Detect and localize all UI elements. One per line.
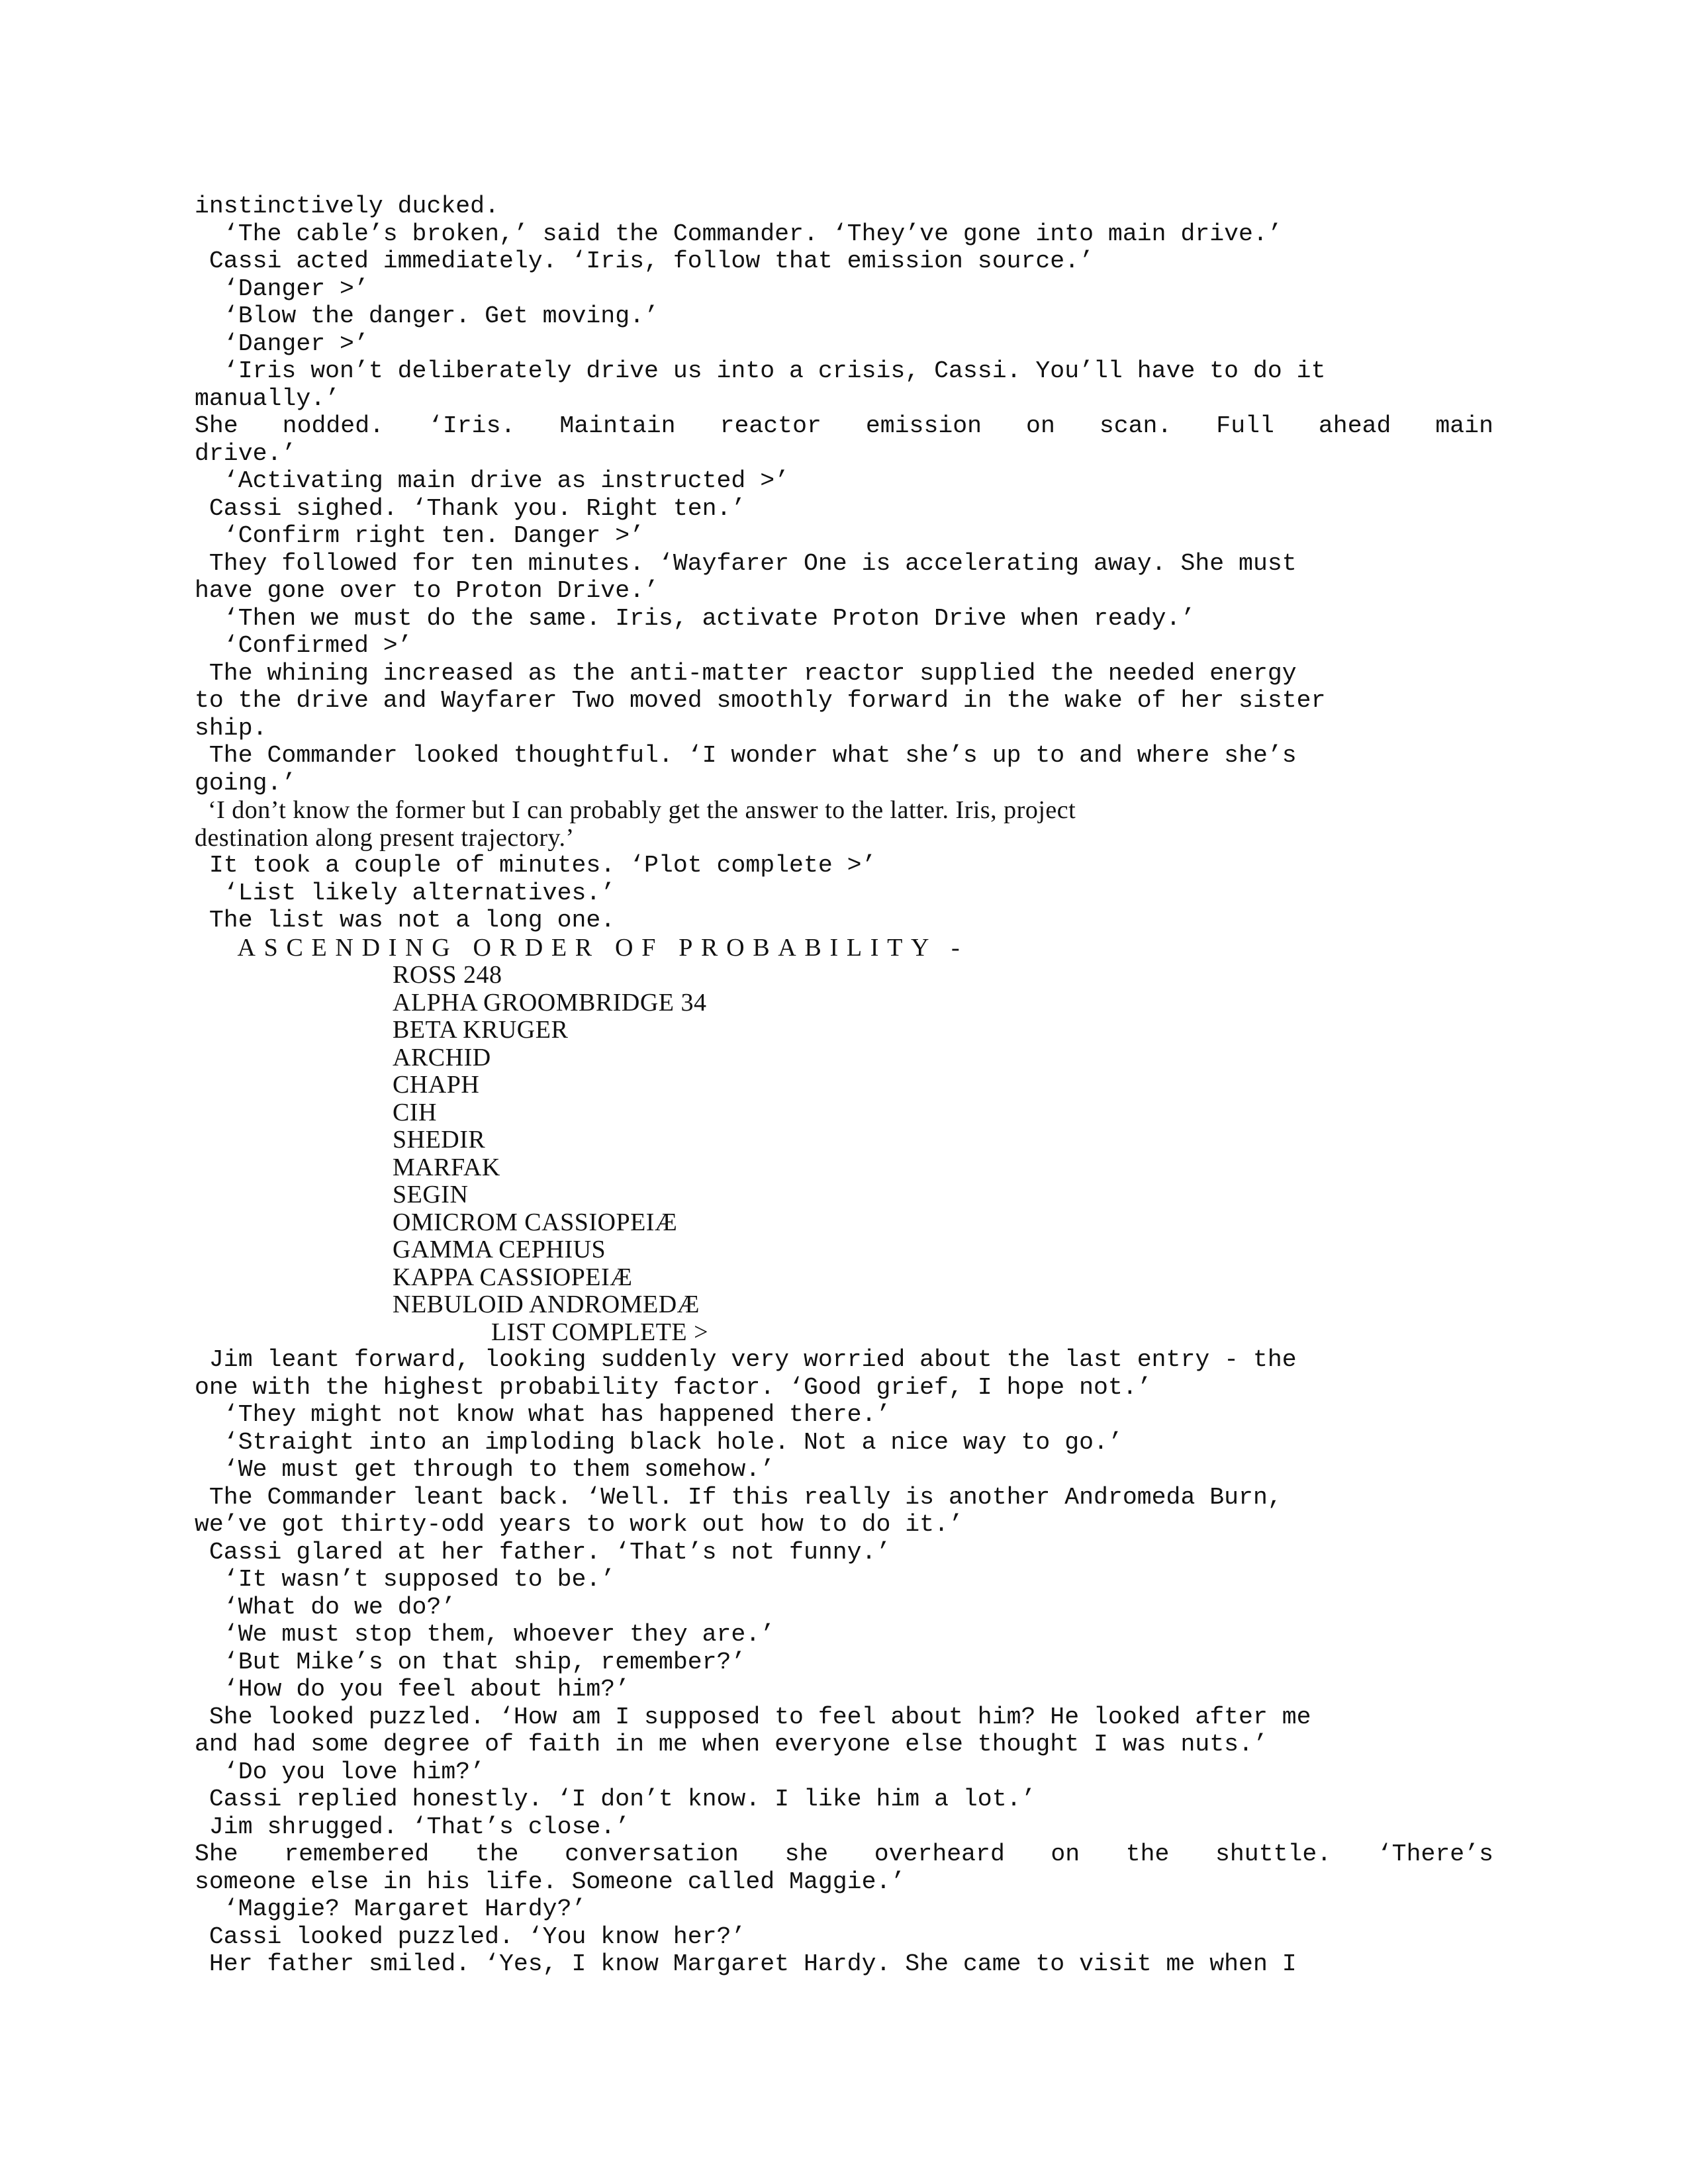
- text-line: ‘Then we must do the same. Iris, activate Proton Drive when ready.’: [195, 604, 1196, 632]
- text-line: instinctively ducked.: [195, 193, 499, 220]
- list-footer: LIST COMPLETE >: [491, 1318, 709, 1346]
- text-line: going.’: [195, 769, 297, 797]
- text-line: ‘How do you feel about him?’: [195, 1676, 630, 1703]
- text-line: ‘We must stop them, whoever they are.’: [195, 1621, 775, 1648]
- text-line: ‘Maggie? Margaret Hardy?’: [195, 1895, 586, 1923]
- text-line: Her father smiled. ‘Yes, I know Margaret Hardy. She came to visit me when I: [195, 1950, 1297, 1978]
- text-line: ship.: [195, 714, 267, 742]
- text-line: ‘They might not know what has happened there.’: [195, 1401, 891, 1428]
- text-line: Jim shrugged. ‘That’s close.’: [195, 1813, 630, 1841]
- text-line: ‘It wasn’t supposed to be.’: [195, 1566, 616, 1593]
- page-text: [195, 193, 1493, 1978]
- list-item: CHAPH: [393, 1071, 480, 1099]
- text-line: Cassi replied honestly. ‘I don’t know. I like him a lot.’: [195, 1786, 1036, 1813]
- list-item: SEGIN: [393, 1181, 469, 1208]
- text-line: It took a couple of minutes. ‘Plot complete >’: [195, 852, 876, 879]
- list-item: BETA KRUGER: [393, 1016, 569, 1044]
- text-line: ‘Do you love him?’: [195, 1758, 485, 1786]
- text-line: drive.’: [195, 439, 297, 467]
- text-line: Cassi acted immediately. ‘Iris, follow that emission source.’: [195, 248, 1094, 275]
- text-line: The list was not a long one.: [195, 907, 616, 934]
- text-line: ‘Danger >’: [195, 275, 369, 302]
- text-line: ‘But Mike’s on that ship, remember?’: [195, 1648, 746, 1676]
- list-item: NEBULOID ANDROMEDÆ: [393, 1291, 700, 1318]
- text-line: Jim leant forward, looking suddenly very worried about the last entry - the: [195, 1346, 1297, 1373]
- text-line: ‘List likely alternatives.’: [195, 879, 616, 907]
- list-item: ARCHID: [393, 1043, 491, 1071]
- text-line: ‘What do we do?’: [195, 1593, 456, 1621]
- text-line: to the drive and Wayfarer Two moved smoothly forward in the wake of her sister: [195, 687, 1326, 714]
- list-heading: ASCENDING ORDER OF PROBABILITY -: [195, 933, 968, 962]
- list-item: KAPPA CASSIOPEIÆ: [393, 1263, 633, 1291]
- text-line: have gone over to Proton Drive.’: [195, 577, 659, 604]
- text-line: She looked puzzled. ‘How am I supposed to feel about him? He looked after me: [195, 1703, 1311, 1731]
- text-line: ‘Blow the danger. Get moving.’: [195, 302, 659, 330]
- text-line: ‘Confirmed >’: [195, 632, 412, 659]
- list-item: ALPHA GROOMBRIDGE 34: [393, 988, 707, 1017]
- text-line: Cassi sighed. ‘Thank you. Right ten.’: [195, 494, 746, 522]
- text-line-justified: She remembered the conversation she overheard on the shuttle. ‘There’s: [195, 1841, 1493, 1868]
- text-line: ‘Danger >’: [195, 330, 369, 357]
- text-line-serif: destination along present trajectory.’: [195, 823, 575, 852]
- text-line: ‘We must get through to them somehow.’: [195, 1456, 775, 1483]
- text-line: Cassi looked puzzled. ‘You know her?’: [195, 1923, 746, 1950]
- text-line: ‘Straight into an imploding black hole. Not a nice way to go.’: [195, 1428, 1123, 1456]
- text-line: ‘Iris won’t deliberately drive us into a crisis, Cassi. You’ll have to do it: [195, 357, 1326, 385]
- text-line: we’ve got thirty-odd years to work out how to do it.’: [195, 1511, 963, 1538]
- text-line: The Commander looked thoughtful. ‘I wonder what she’s up to and where she’s: [195, 742, 1297, 769]
- text-line: ‘Activating main drive as instructed >’: [195, 467, 790, 494]
- text-line: The whining increased as the anti-matter reactor supplied the needed energy: [195, 659, 1297, 687]
- list-item: ROSS 248: [393, 961, 502, 989]
- text-line: manually.’: [195, 385, 340, 412]
- list-item: SHEDIR: [393, 1126, 486, 1154]
- list-item: GAMMA CEPHIUS: [393, 1236, 606, 1263]
- text-line-justified: She nodded. ‘Iris. Maintain reactor emission on scan. Full ahead main: [195, 412, 1493, 439]
- text-line: one with the highest probability factor. ‘Good grief, I hope not.’: [195, 1373, 1152, 1401]
- text-line: ‘Confirm right ten. Danger >’: [195, 522, 645, 549]
- text-line: They followed for ten minutes. ‘Wayfarer One is accelerating away. She must: [195, 549, 1297, 577]
- text-line: and had some degree of faith in me when everyone else thought I was nuts.’: [195, 1731, 1268, 1758]
- list-item: OMICROM CASSIOPEIÆ: [393, 1208, 678, 1236]
- text-line: The Commander leant back. ‘Well. If this really is another Andromeda Burn,: [195, 1483, 1282, 1511]
- text-line: someone else in his life. Someone called Maggie.’: [195, 1868, 906, 1895]
- list-item: MARFAK: [393, 1153, 500, 1181]
- list-item: CIH: [393, 1098, 437, 1126]
- text-line-serif: ‘I don’t know the former but I can probably get the answer to the latter. Iris, project: [195, 796, 1076, 824]
- text-line: Cassi glared at her father. ‘That’s not funny.’: [195, 1538, 891, 1566]
- text-line: ‘The cable’s broken,’ said the Commander. ‘They’ve gone into main drive.’: [195, 220, 1282, 248]
